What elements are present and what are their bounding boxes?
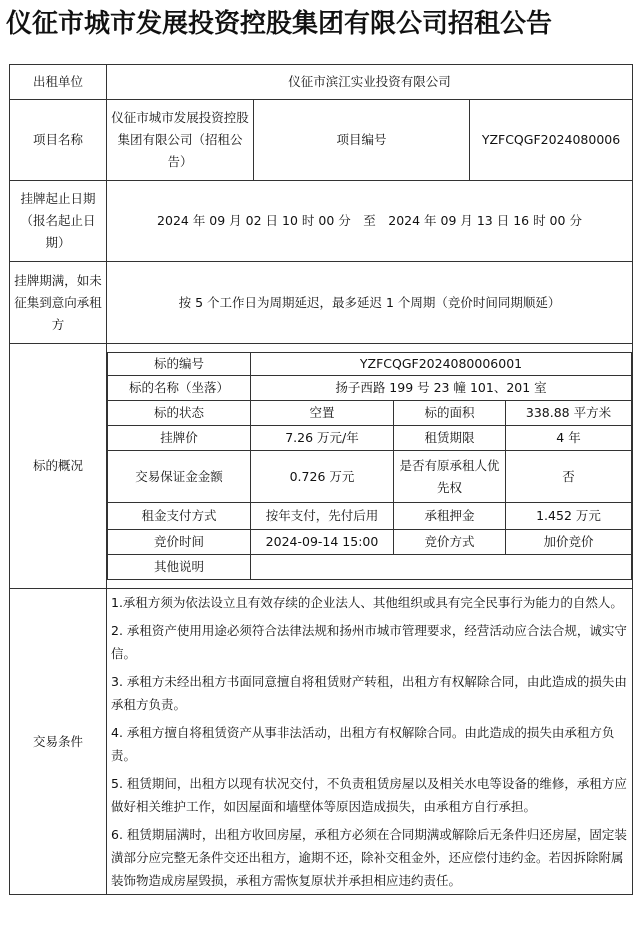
other-value <box>251 555 632 580</box>
project-name-label: 项目名称 <box>10 100 107 181</box>
area-label: 标的面积 <box>394 401 506 426</box>
page-title: 仪征市城市发展投资控股集团有限公司招租公告 <box>6 9 553 39</box>
listing-period-row <box>10 181 633 262</box>
bid-method-value: 加价竞价 <box>506 530 632 555</box>
status-value: 空置 <box>251 401 394 426</box>
conditions-row <box>10 589 633 895</box>
project-code-value: YZFCQGF2024080006 <box>470 100 633 181</box>
condition-item: 4. 承租方擅自将租赁资产从事非法活动，出租方有权解除合同。由此造成的损失由承租方负责。 <box>111 725 615 763</box>
condition-item: 6. 租赁期届满时，出租方收回房屋，承租方必须在合同期满或解除后无条件归还房屋，固定装潢部分应完整无条件交还出租方，逾期不还，除补交租金外，还应偿付违约金。若因拆除附属装饰物造成房屋毁损，承租方需恢复原状并承担相应违约责任。 <box>111 827 627 888</box>
listing-period-label: 挂牌起止日期（报名起止日期） <box>10 181 107 262</box>
guarantee-value: 1.452 万元 <box>506 503 632 530</box>
condition-item: 3. 承租方未经出租方书面同意擅自将租赁财产转租，出租方有权解除合同，由此造成的损失由承租方负责。 <box>111 674 627 712</box>
deposit-label: 交易保证金金额 <box>108 451 251 503</box>
conditions-list <box>107 589 633 895</box>
payment-label: 租金支付方式 <box>108 503 251 530</box>
price-label: 挂牌价 <box>108 426 251 451</box>
deposit-value: 0.726 万元 <box>251 451 394 503</box>
item-name-value: 扬子西路 199 号 23 幢 101、201 室 <box>251 376 632 401</box>
item-code-label: 标的编号 <box>108 353 251 376</box>
extension-row <box>10 262 633 344</box>
priority-value: 否 <box>506 451 632 503</box>
status-label: 标的状态 <box>108 401 251 426</box>
other-label: 其他说明 <box>108 555 251 580</box>
bid-time-value: 2024-09-14 15:00 <box>251 530 394 555</box>
listing-period-value: 2024 年 09 月 02 日 10 时 00 分 至 2024 年 09 月 13 日 16 时 00 分 <box>107 181 633 262</box>
overview-table <box>107 352 632 580</box>
extension-label: 挂牌期满，如未征集到意向承租方 <box>10 262 107 344</box>
price-value: 7.26 万元/年 <box>251 426 394 451</box>
lessor-label: 出租单位 <box>10 65 107 100</box>
overview-row <box>10 344 633 589</box>
area-value: 338.88 平方米 <box>506 401 632 426</box>
project-row <box>10 100 633 181</box>
bid-method-label: 竞价方式 <box>394 530 506 555</box>
payment-value: 按年支付，先付后用 <box>251 503 394 530</box>
condition-item: 2. 承租资产使用用途必须符合法律法规和扬州市城市管理要求，经营活动应合法合规，诚实守信。 <box>111 623 627 661</box>
announcement-table <box>9 64 633 895</box>
term-value: 4 年 <box>506 426 632 451</box>
term-label: 租赁期限 <box>394 426 506 451</box>
lessor-row <box>10 65 633 100</box>
project-code-label: 项目编号 <box>254 100 470 181</box>
project-name-value: 仪征市城市发展投资控股集团有限公司（招租公告） <box>107 100 254 181</box>
extension-value: 按 5 个工作日为周期延迟，最多延迟 1 个周期（竞价时间同期顺延） <box>107 262 633 344</box>
lessor-value: 仪征市滨江实业投资有限公司 <box>107 65 633 100</box>
overview-label: 标的概况 <box>10 344 107 589</box>
condition-item: 1.承租方须为依法设立且有效存续的企业法人、其他组织或具有完全民事行为能力的自然人。 <box>111 595 623 610</box>
item-name-label: 标的名称（坐落） <box>108 376 251 401</box>
bid-time-label: 竞价时间 <box>108 530 251 555</box>
conditions-label: 交易条件 <box>10 589 107 895</box>
guarantee-label: 承租押金 <box>394 503 506 530</box>
item-code-value: YZFCQGF2024080006001 <box>251 353 632 376</box>
priority-label: 是否有原承租人优先权 <box>394 451 506 503</box>
condition-item: 5. 租赁期间，出租方以现有状况交付，不负责租赁房屋以及相关水电等设备的维修，承租方应做好相关维护工作，如因屋面和墙壁体等原因造成损失，由承租方自行承担。 <box>111 776 627 814</box>
